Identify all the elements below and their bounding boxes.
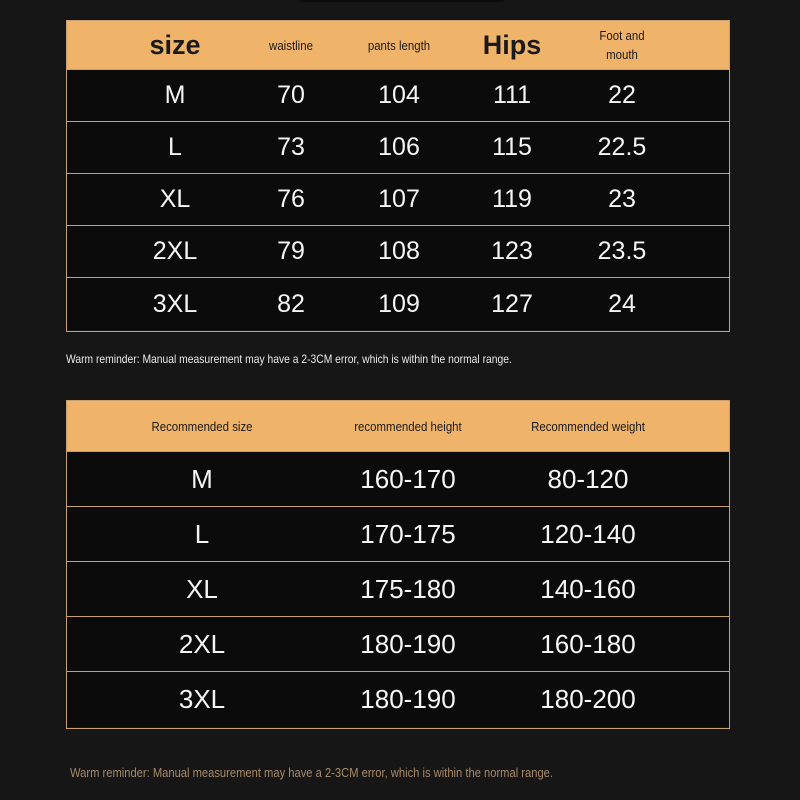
size-chart-header-row [67,21,729,70]
rec-height-cell: 170-175 [360,518,456,549]
recommendation-header-row [67,401,729,452]
size-cell: L [168,133,182,161]
table-row [67,562,729,617]
rec-height-cell: 180-190 [360,684,456,714]
rec-height-cell: 160-170 [360,463,456,494]
size-cell: 2XL [152,237,198,265]
foot-mouth-cell: 24 [608,289,636,318]
foot-mouth-cell: 23 [608,185,636,213]
pants-length-cell: 104 [378,81,420,109]
waistline-cell: 76 [277,185,305,213]
table-row [67,617,729,672]
pants-length-cell: 106 [378,133,420,161]
rec-height-cell: 175-180 [360,573,456,604]
waistline-cell: 73 [277,133,305,161]
rec-weight-cell: 140-160 [540,573,636,604]
header-recommended-weight: Recommended weight [531,418,645,434]
header-hips: Hips [482,29,542,60]
hips-cell: 115 [492,133,532,161]
size-cell: XL [159,185,191,213]
recommendation-table [66,400,730,729]
rec-size-cell: 3XL [178,684,226,714]
table-row [67,122,729,174]
rec-weight-cell: 160-180 [540,628,636,659]
top-tab-decoration [296,0,508,2]
foot-mouth-cell: 23.5 [597,237,647,265]
rec-size-cell: XL [186,573,218,604]
size-cell: 3XL [152,289,198,318]
waistline-cell: 79 [277,237,305,265]
rec-size-cell: L [194,518,210,549]
hips-cell: 111 [492,81,531,109]
rec-size-cell: 2XL [178,628,226,659]
header-recommended-size: Recommended size [151,418,253,434]
table-row [67,672,729,727]
table-row [67,452,729,507]
hips-cell: 127 [491,289,533,318]
header-pants-length: pants length [367,37,431,53]
measurement-note-secondary: Warm reminder: Manual measurement may have a 2-3CM error, which is within the normal range. [70,765,553,780]
header-size: size [149,29,201,60]
table-row [67,226,729,278]
hips-cell: 123 [491,237,533,265]
table-row [67,507,729,562]
pants-length-cell: 107 [378,185,420,213]
hips-cell: 119 [492,185,532,213]
header-foot-and-mouth: Foot and mouth [599,28,645,62]
rec-height-cell: 180-190 [360,628,456,659]
table-row [67,70,729,122]
rec-weight-cell: 80-120 [547,463,629,494]
header-waistline: waistline [269,37,313,53]
waistline-cell: 70 [277,81,305,109]
table-row [67,278,729,330]
table-row [67,174,729,226]
foot-mouth-cell: 22.5 [597,133,647,161]
measurement-note: Warm reminder: Manual measurement may have a 2-3CM error, which is within the normal range. [66,352,512,366]
foot-mouth-cell: 22 [608,81,636,109]
header-recommended-height: recommended height [354,418,462,434]
pants-length-cell: 109 [378,289,420,318]
size-cell: M [164,81,186,109]
waistline-cell: 82 [277,289,305,318]
size-chart-table [66,20,730,332]
pants-length-cell: 108 [378,237,420,265]
rec-weight-cell: 120-140 [540,518,636,549]
rec-size-cell: M [191,463,213,494]
rec-weight-cell: 180-200 [540,684,636,714]
